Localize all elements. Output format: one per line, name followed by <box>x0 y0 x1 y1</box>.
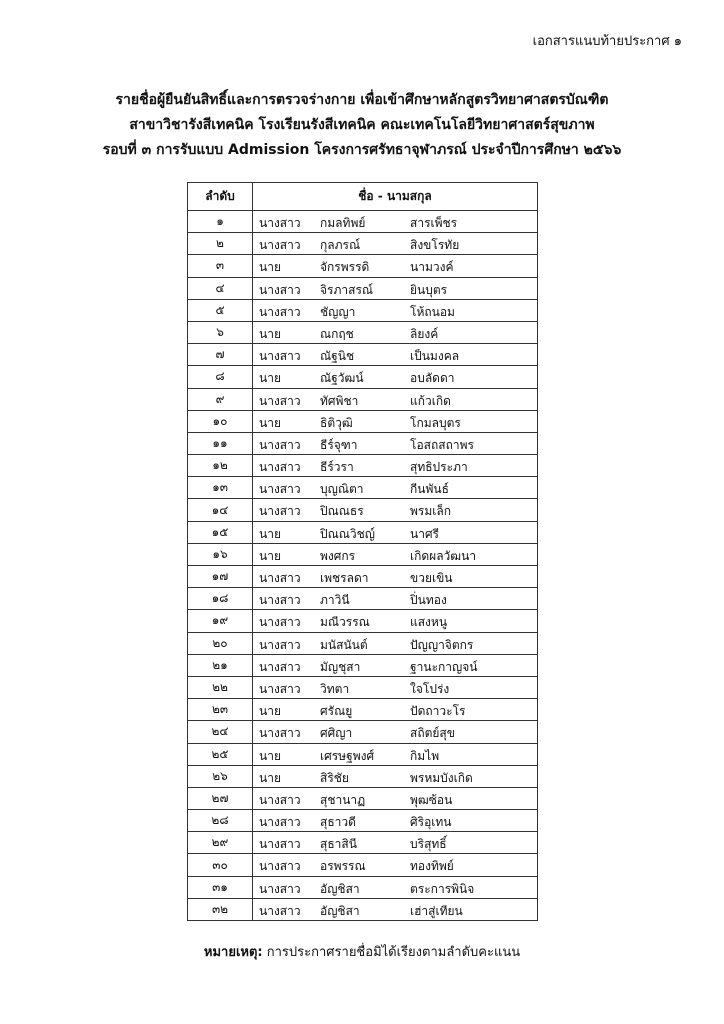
row-name-cell <box>253 388 538 410</box>
table-row <box>188 277 538 299</box>
last-name: สิงขโรทัย <box>410 238 460 253</box>
last-name: ศิริอุเทน <box>410 815 452 830</box>
row-name-cell <box>253 610 538 632</box>
table-row <box>188 810 538 832</box>
first-name: จักรพรรดิ <box>320 260 370 275</box>
first-name: มณีวรรณ <box>320 615 370 630</box>
row-name-cell <box>253 233 538 255</box>
annex-label: เอกสารแนบท้ายประกาศ ๑ <box>532 34 682 49</box>
table-row <box>188 499 538 521</box>
name-prefix: นาย <box>259 371 281 386</box>
first-name: ณัฐนิช <box>320 349 355 364</box>
row-number: ๑ <box>188 211 253 233</box>
first-name: กุลภรณ์ <box>320 238 361 253</box>
row-name-cell <box>253 787 538 809</box>
row-name-cell <box>253 521 538 543</box>
row-name-cell <box>253 255 538 277</box>
row-number: ๓๐ <box>188 854 253 876</box>
row-name-cell <box>253 499 538 521</box>
row-name-cell <box>253 810 538 832</box>
first-name: ณัฐวัฒน์ <box>320 371 364 386</box>
row-number: ๒๕ <box>188 743 253 765</box>
row-number: ๑๓ <box>188 477 253 499</box>
footnote-text: การประกาศรายชื่อมิได้เรียงตามลำดับคะแนน <box>262 945 521 960</box>
first-name: สุธาวดี <box>320 815 356 830</box>
row-name-cell <box>253 676 538 698</box>
first-name: ศรัณยู <box>320 704 353 719</box>
row-number: ๒๑ <box>188 654 253 676</box>
last-name: แสงหนู <box>410 615 448 630</box>
first-name: อรพรรณ <box>320 859 366 874</box>
last-name: ตระการพินิจ <box>410 881 475 896</box>
last-name: ปัญญาจิตกร <box>410 637 474 652</box>
first-name: กมลทิพย์ <box>320 216 366 230</box>
row-number: ๓๑ <box>188 876 253 898</box>
row-number: ๑๕ <box>188 521 253 543</box>
first-name: ภาวินี <box>320 593 350 608</box>
last-name: เกิดผลวัฒนา <box>410 548 477 563</box>
name-prefix: นางสาว <box>259 393 301 408</box>
last-name: โกมลบุตร <box>410 415 461 430</box>
title-line-2: สาขาวิชารังสีเทคนิค โรงเรียนรังสีเทคนิค คณะเทคโนโลยีวิทยาศาสตร์สุขภาพ <box>129 117 595 133</box>
last-name: สถิตย์สุข <box>410 726 455 741</box>
row-number: ๓๒ <box>188 898 253 920</box>
name-prefix: นางสาว <box>259 792 301 807</box>
last-name: ปิ่นทอง <box>410 593 447 608</box>
header-name: ชื่อ - นามสกุล <box>253 183 538 211</box>
table-row <box>188 211 538 233</box>
table-row <box>188 233 538 255</box>
first-name: สุธาสินี <box>320 837 357 852</box>
first-name: เพชรลดา <box>320 571 369 585</box>
first-name: อัญชิสา <box>320 903 360 918</box>
table-row <box>188 410 538 432</box>
row-name-cell <box>253 410 538 432</box>
row-name-cell <box>253 455 538 477</box>
table-row <box>188 854 538 876</box>
table-row <box>188 477 538 499</box>
row-name-cell <box>253 721 538 743</box>
row-number: ๒๐ <box>188 632 253 654</box>
table-row <box>188 566 538 588</box>
last-name: เฮ่าสู่เทียน <box>410 903 463 918</box>
last-name: แก้วเกิด <box>410 393 451 408</box>
table-row <box>188 765 538 787</box>
row-number: ๒๗ <box>188 787 253 809</box>
row-name-cell <box>253 588 538 610</box>
row-name-cell <box>253 211 538 233</box>
last-name: พรหมบังเกิด <box>410 770 473 785</box>
last-name: นามวงค์ <box>410 260 454 275</box>
row-number: ๗ <box>188 344 253 366</box>
row-name-cell <box>253 876 538 898</box>
table-row <box>188 632 538 654</box>
table-row <box>188 832 538 854</box>
table-row <box>188 543 538 565</box>
first-name: เศรษฐพงศ์ <box>320 748 375 763</box>
last-name: นาศรี <box>410 526 440 541</box>
name-prefix: นางสาว <box>259 216 301 230</box>
table-row <box>188 654 538 676</box>
name-prefix: นางสาว <box>259 571 301 585</box>
row-name-cell <box>253 765 538 787</box>
table-row <box>188 432 538 454</box>
name-prefix: นาย <box>259 260 281 275</box>
table-row <box>188 787 538 809</box>
row-number: ๑๐ <box>188 410 253 432</box>
row-name-cell <box>253 699 538 721</box>
table-row <box>188 321 538 343</box>
table-row <box>188 366 538 388</box>
row-number: ๑๖ <box>188 543 253 565</box>
row-name-cell <box>253 898 538 920</box>
row-number: ๒๘ <box>188 810 253 832</box>
first-name: พงศกร <box>320 548 356 563</box>
name-prefix: นางสาว <box>259 903 301 918</box>
row-number: ๓ <box>188 255 253 277</box>
last-name: อบลัดดา <box>410 371 455 386</box>
last-name: ปัดถาวะโร <box>410 704 466 719</box>
name-prefix: นางสาว <box>259 815 301 830</box>
first-name: มัญชุสา <box>320 659 361 674</box>
first-name: บุญณิตา <box>320 482 364 497</box>
first-name: สิริชัย <box>320 770 349 785</box>
row-name-cell <box>253 477 538 499</box>
first-name: จิรภาสรณ์ <box>320 282 374 297</box>
name-prefix: นางสาว <box>259 593 301 608</box>
title-line-3: รอบที่ ๓ การรับแบบ Admission โครงการศรัทธาจุฬาภรณ์ ประจำปีการศึกษา ๒๕๖๖ <box>102 142 622 158</box>
row-number: ๒๓ <box>188 699 253 721</box>
row-name-cell <box>253 299 538 321</box>
table-row <box>188 699 538 721</box>
row-number: ๘ <box>188 366 253 388</box>
row-number: ๙ <box>188 388 253 410</box>
table-row <box>188 721 538 743</box>
first-name: ณกฤช <box>320 326 354 341</box>
row-name-cell <box>253 277 538 299</box>
table-row <box>188 610 538 632</box>
name-prefix: นางสาว <box>259 460 301 475</box>
last-name: สารเพ็ชร <box>410 216 458 230</box>
name-prefix: นางสาว <box>259 482 301 497</box>
name-prefix: นาย <box>259 326 281 341</box>
row-name-cell <box>253 566 538 588</box>
title-line-1: รายชื่อผู้ยืนยันสิทธิ์และการตรวจร่างกาย เพื่อเข้าศึกษาหลักสูตรวิทยาศาสตรบัณฑิต <box>115 92 609 108</box>
last-name: ลิยงค์ <box>410 326 439 341</box>
row-number: ๑๗ <box>188 566 253 588</box>
table-row <box>188 521 538 543</box>
name-prefix: นาย <box>259 770 281 785</box>
last-name: กิมไพ <box>410 748 440 763</box>
name-prefix: นางสาว <box>259 859 301 874</box>
last-name: ยินบุตร <box>410 282 448 297</box>
name-prefix: นางสาว <box>259 437 301 452</box>
footnote <box>0 941 724 962</box>
table-row <box>188 876 538 898</box>
table-row <box>188 299 538 321</box>
name-prefix: นาย <box>259 704 281 719</box>
first-name: ธีร์จุฑา <box>320 437 358 452</box>
table-row <box>188 255 538 277</box>
last-name: สุทธิประภา <box>410 460 468 475</box>
row-number: ๒๔ <box>188 721 253 743</box>
row-number: ๑๒ <box>188 455 253 477</box>
name-prefix: นางสาว <box>259 726 301 741</box>
row-name-cell <box>253 743 538 765</box>
table-row <box>188 388 538 410</box>
row-name-cell <box>253 832 538 854</box>
name-prefix: นางสาว <box>259 504 301 519</box>
row-name-cell <box>253 654 538 676</box>
row-number: ๑๘ <box>188 588 253 610</box>
first-name: มนัสนันต์ <box>320 637 368 652</box>
table-header-row <box>188 183 538 211</box>
name-prefix: นางสาว <box>259 238 301 253</box>
row-name-cell <box>253 432 538 454</box>
row-number: ๕ <box>188 299 253 321</box>
last-name: โอสถสถาพร <box>410 437 474 452</box>
last-name: บริสุทธิ์ <box>410 837 447 852</box>
row-number: ๒๙ <box>188 832 253 854</box>
name-prefix: นางสาว <box>259 282 301 297</box>
row-name-cell <box>253 321 538 343</box>
row-name-cell <box>253 854 538 876</box>
table-row <box>188 743 538 765</box>
name-prefix: นางสาว <box>259 304 301 319</box>
first-name: อัญชิสา <box>320 881 360 896</box>
first-name: ปิณณวิชญ์ <box>320 526 375 541</box>
name-prefix: นาย <box>259 548 281 563</box>
last-name: เป็นมงคล <box>410 349 460 364</box>
row-name-cell <box>253 344 538 366</box>
footnote-label: หมายเหตุ: <box>203 945 263 960</box>
row-number: ๒ <box>188 233 253 255</box>
first-name: วิทตา <box>320 681 350 696</box>
name-prefix: นางสาว <box>259 837 301 852</box>
name-prefix: นางสาว <box>259 681 301 696</box>
row-number: ๑๔ <box>188 499 253 521</box>
document-title <box>0 88 724 163</box>
first-name: ทัศพิชา <box>320 393 359 408</box>
last-name: พรมเล็ก <box>410 504 451 519</box>
row-number: ๑๑ <box>188 432 253 454</box>
last-name: กีนพันธ์ <box>410 482 449 497</box>
first-name: ธิติวุฒิ <box>320 415 353 430</box>
name-prefix: นาย <box>259 748 281 763</box>
row-number: ๒๒ <box>188 676 253 698</box>
table-row <box>188 676 538 698</box>
last-name: โห้ถนอม <box>410 304 455 319</box>
name-prefix: นางสาว <box>259 881 301 896</box>
header-number: ลำดับ <box>188 183 253 211</box>
last-name: ใจโปร่ง <box>410 681 450 696</box>
table-row <box>188 455 538 477</box>
table-row <box>188 588 538 610</box>
row-number: ๑๙ <box>188 610 253 632</box>
row-number: ๔ <box>188 277 253 299</box>
row-number: ๖ <box>188 321 253 343</box>
name-prefix: นางสาว <box>259 659 301 674</box>
row-name-cell <box>253 543 538 565</box>
row-name-cell <box>253 366 538 388</box>
name-prefix: นาย <box>259 415 281 430</box>
name-prefix: นาย <box>259 526 281 541</box>
last-name: ขวยเขิน <box>410 571 453 585</box>
last-name: ฐานะกาญจน์ <box>410 659 478 674</box>
first-name: ปิณณธร <box>320 504 364 519</box>
row-number: ๒๖ <box>188 765 253 787</box>
name-prefix: นางสาว <box>259 637 301 652</box>
last-name: ทองทิพย์ <box>410 859 454 874</box>
name-list-table <box>187 182 538 921</box>
first-name: ธีร์วรา <box>320 460 354 475</box>
table-row <box>188 898 538 920</box>
name-prefix: นางสาว <box>259 349 301 364</box>
name-prefix: นางสาว <box>259 615 301 630</box>
table-row <box>188 344 538 366</box>
first-name: ชัญญา <box>320 304 356 319</box>
last-name: พุฒซ้อน <box>410 792 453 807</box>
first-name: ศศิญา <box>320 726 353 741</box>
row-name-cell <box>253 632 538 654</box>
first-name: สุชานาฏ <box>320 792 366 807</box>
